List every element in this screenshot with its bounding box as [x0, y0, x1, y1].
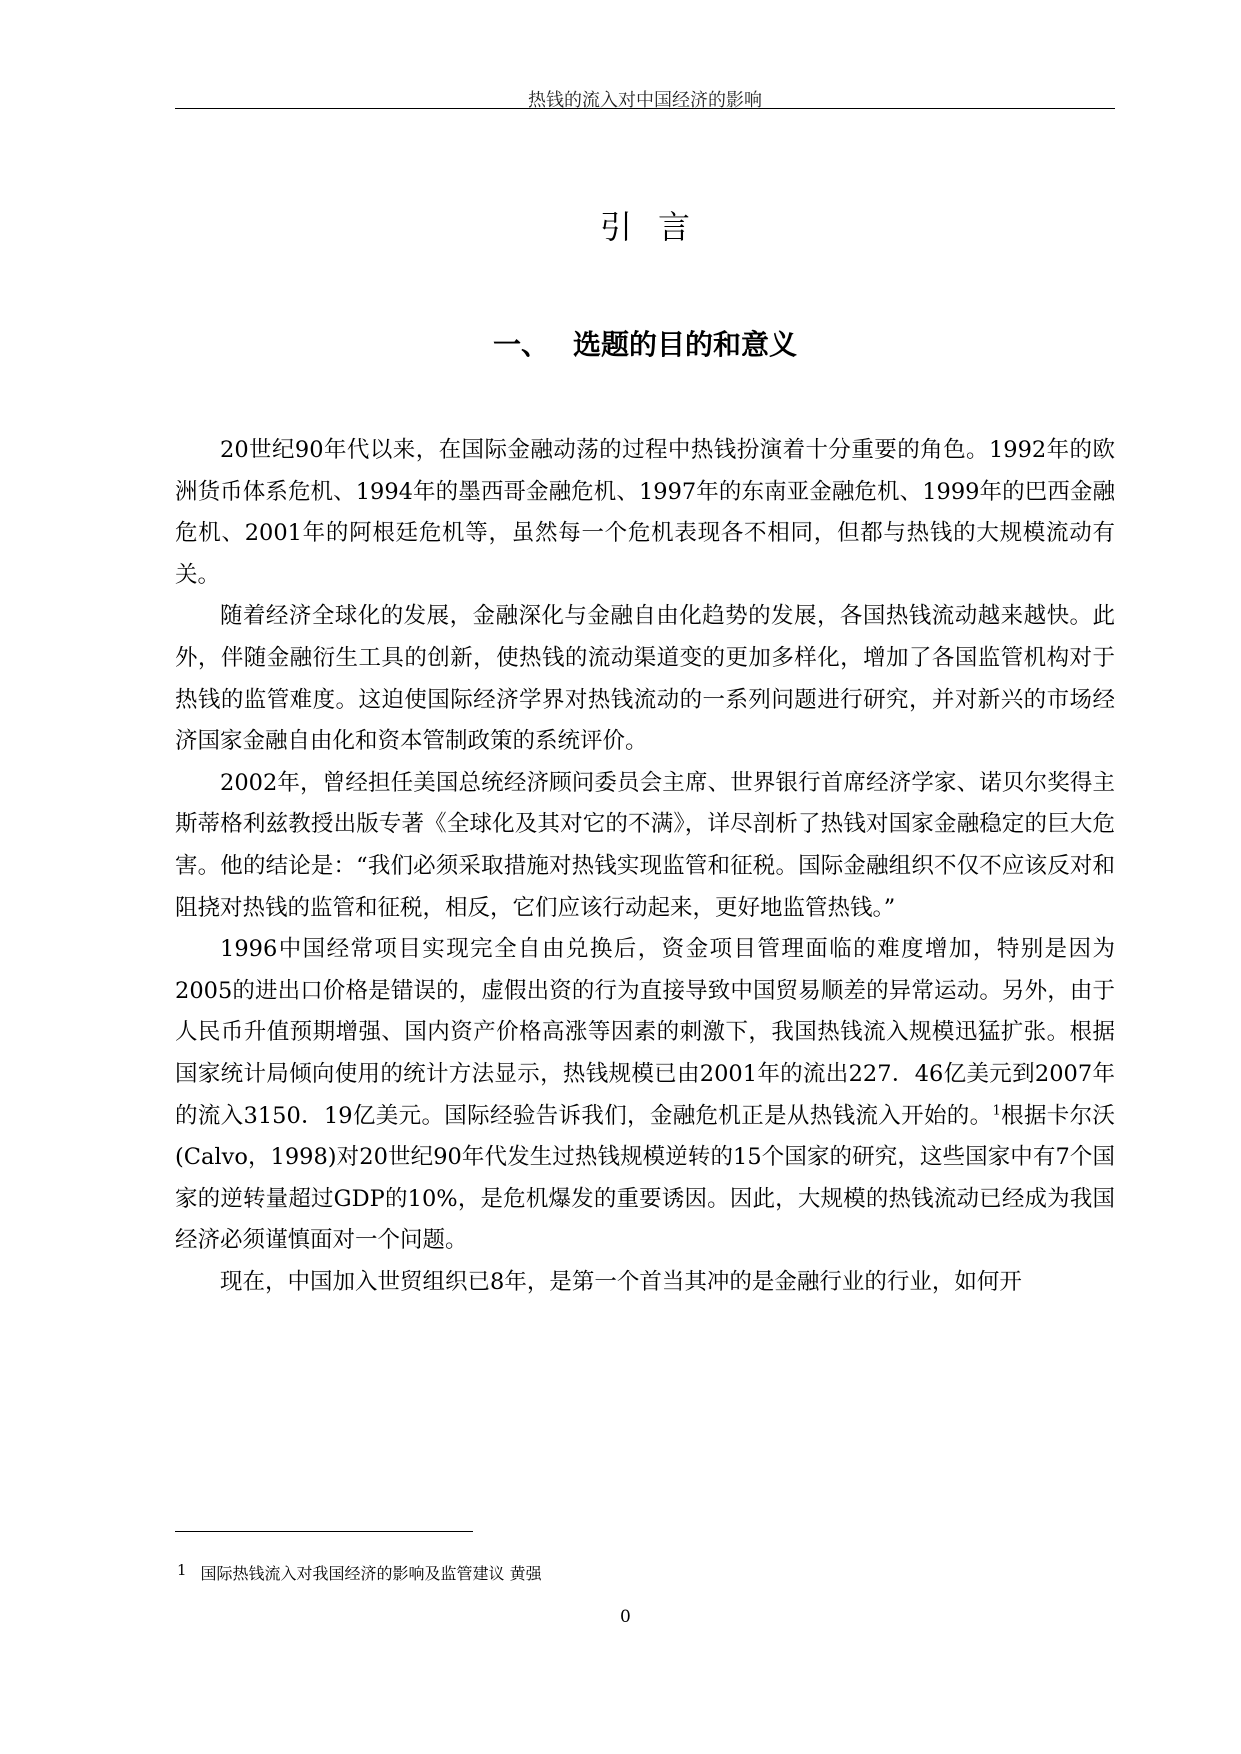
body-text: [175, 430, 1115, 1303]
section-title: [175, 323, 1115, 363]
footnote-number: 1: [177, 1561, 187, 1579]
paragraph-4-part-1: 1996中国经常项目实现完全自由兑换后，资金项目管理面临的难度增加，特别是因为2005的进出口价格是错误的，虚假出资的行为直接导致中国贸易顺差的异常运动。另外，由于人民币升值预期增强、国内资产价格高涨等因素的刺激下，我国热钱流入规模迅猛扩张。根据国家统计局倾向使用的统计方法显示，热钱规模已由2001年的流出227．46亿美元到2007年的流入3150．19亿美元。国际经验告诉我们，金融危机正是从热钱流入开始的。: [175, 936, 1115, 1129]
paragraph-4-part-2: 根据卡尔沃(Calvo，1998)对20世纪90年代发生过热钱规模逆转的15个国家的研究，这些国家中有7个国家的逆转量超过GDP的10%，是危机爆发的重要诱因。因此，大规模的热钱流动已经成为我国经济必须谨慎面对一个问题。: [175, 1102, 1115, 1254]
running-header: 热钱的流入对中国经济的影响: [528, 90, 762, 111]
footnote-reference[interactable]: 1: [992, 1103, 1001, 1118]
paragraph-2: 随着经济全球化的发展，金融深化与金融自由化趋势的发展，各国热钱流动越来越快。此外，伴随金融衍生工具的创新，使热钱的流动渠道变的更加多样化，增加了各国监管机构对于热钱的监管难度。这迫使国际经济学界对热钱流动的一系列问题进行研究，并对新兴的市场经济国家金融自由化和资本管制政策的系统评价。: [175, 603, 1115, 755]
section-title-text: 选题的目的和意义: [573, 328, 798, 361]
footnote-separator: [175, 1531, 473, 1532]
page-number: 0: [620, 1607, 631, 1627]
section-number: 一、: [492, 328, 549, 361]
paragraph-3: 2002年，曾经担任美国总统经济顾问委员会主席、世界银行首席经济学家、诺贝尔奖得主斯蒂格利兹教授出版专著《全球化及其对它的不满》，详尽剖析了热钱对国家金融稳定的巨大危害。他的结论是：“我们必须采取措施对热钱实现监管和征税。国际金融组织不仅不应该反对和阻挠对热钱的监管和征税，相反，它们应该行动起来，更好地监管热钱。”: [175, 769, 1115, 921]
header-rule: [175, 108, 1115, 109]
chapter-title: 引言: [599, 208, 716, 246]
footnote: [177, 1561, 1077, 1584]
footnote-text: 国际热钱流入对我国经济的影响及监管建议 黄强: [200, 1564, 542, 1583]
paragraph-1: 20世纪90年代以来，在国际金融动荡的过程中热钱扮演着十分重要的角色。1992年的欧洲货币体系危机、1994年的墨西哥金融危机、1997年的东南亚金融危机、1999年的巴西金融危机、2001年的阿根廷危机等，虽然每一个危机表现各不相同，但都与热钱的大规模流动有关。: [175, 437, 1115, 588]
paragraph-5: 现在，中国加入世贸组织已8年，是第一个首当其冲的是金融行业的行业，如何开: [220, 1268, 1022, 1295]
paragraph-4: [175, 929, 1115, 1262]
